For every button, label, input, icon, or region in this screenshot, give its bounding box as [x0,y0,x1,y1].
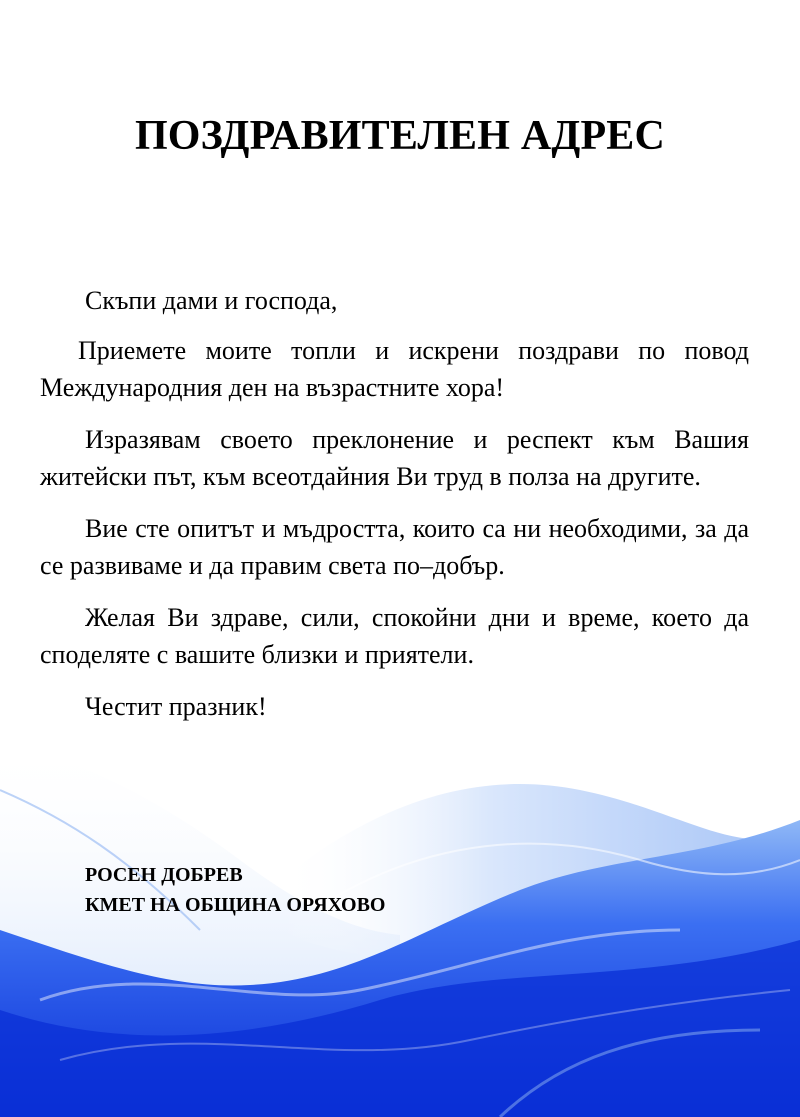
document-title: ПОЗДРАВИТЕЛЕН АДРЕС [134,113,666,159]
greeting-line: Скъпи дами и господа, [85,286,338,315]
signatory-position: КМЕТ НА ОБЩИНА ОРЯХОВО [85,894,386,916]
letter-body [40,282,749,740]
signature-block [85,860,385,920]
paragraph-4: Желая Ви здраве, сили, спокойни дни и време, което да споделяте с вашите близки и приятели. [40,603,749,669]
signatory-name: РОСЕН ДОБРЕВ [85,864,243,886]
paragraph-3: Вие сте опитът и мъдростта, които са ни необходими, за да се развиваме и да правим света по–добър. [40,514,749,580]
paragraph-2: Изразявам своето преклонение и респект към Вашия житейски път, към всеотдайния Ви труд в полза на другите. [40,425,749,491]
closing-line: Честит празник! [85,692,267,721]
paragraph-1: Приемете моите топли и искрени поздрави по повод Международния ден на възрастните хора! [40,336,749,402]
